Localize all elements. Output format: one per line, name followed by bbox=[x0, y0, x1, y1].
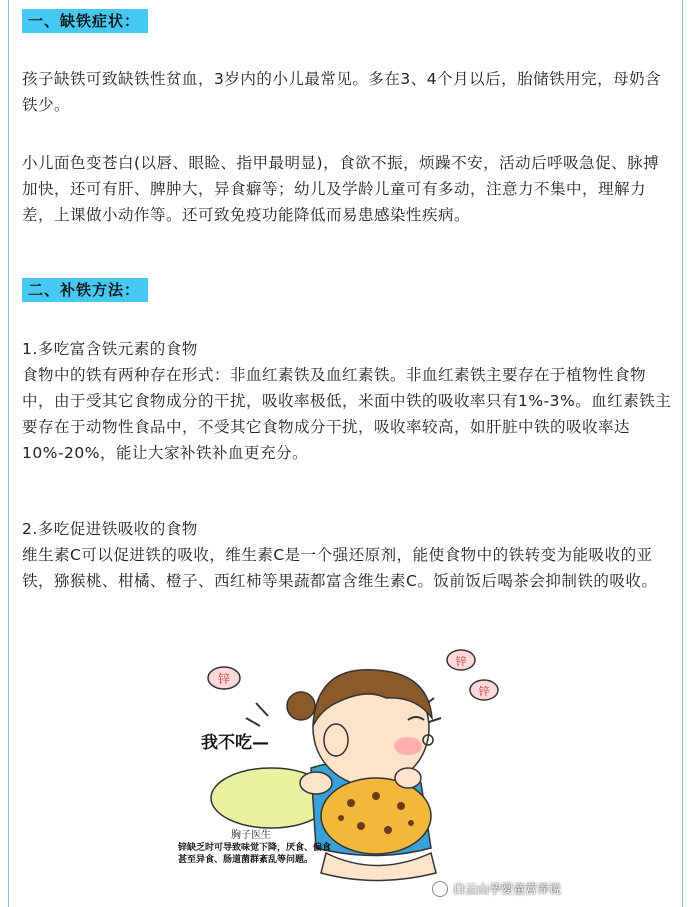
pillow-label: 胸子医生 bbox=[231, 830, 271, 841]
section-1-paragraph-1: 孩子缺铁可致缺铁性贫血，3岁内的小儿最常见。多在3、4个月以后，胎储铁用完，母奶含铁少。 bbox=[22, 70, 662, 114]
item-2-title: 2.多吃促进铁吸收的食物 bbox=[22, 520, 198, 538]
zinc-bubble bbox=[470, 680, 498, 700]
item-1-title: 1.多吃富含铁元素的食物 bbox=[22, 340, 198, 358]
section-2-heading: 二、补铁方法： bbox=[22, 278, 148, 302]
cartoon-illustration bbox=[176, 648, 556, 890]
wechat-icon bbox=[432, 881, 448, 897]
illustration-caption: 锌缺乏时可导致味觉下降，厌食、偏食甚至异食、肠道菌群紊乱等问题。 bbox=[178, 843, 332, 865]
section-1-heading: 一、缺铁症状： bbox=[22, 9, 148, 33]
bubble-text: 锌 bbox=[455, 655, 467, 668]
section-1-paragraph-2: 小儿面色变苍白(以唇、眼睑、指甲最明显)，食欲不振，烦躁不安，活动后呼吸急促、脉搏加快，还可有肝、脾肿大，异食癖等；幼儿及学龄儿童可有多动，注意力不集中，理解力差，上课做小动作等。还可致免疫功能降低而易患感染性疾病。 bbox=[22, 154, 660, 224]
bubble-text: 锌 bbox=[217, 672, 231, 686]
item-2-body: 维生素C可以促进铁的吸收，维生素C是一个强还原剂，能使食物中的铁转变为能吸收的亚铁，猕猴桃、柑橘、橙子、西红柿等果蔬都富含维生素C。饭前饭后喝茶会抑制铁的吸收。 bbox=[22, 546, 658, 590]
zinc-bubble bbox=[447, 650, 475, 670]
speech-text: 我不吃— bbox=[201, 733, 269, 753]
bubble-text: 锌 bbox=[478, 685, 490, 698]
item-1-body: 食物中的铁有两种存在形式：非血红素铁及血红素铁。非血红素铁主要存在于植物性食物中，由于受其它食物成分的干扰，吸收率极低，米面中铁的吸收率只有1%-3%。血红素铁主要存在于动物性食品中，不受其它食物成分干扰，吸收率较高，如肝脏中铁的吸收率达10%-20%，能让大家补铁补血更充分。 bbox=[22, 366, 672, 462]
boy-refusing-food-image bbox=[176, 648, 556, 890]
watermark bbox=[432, 880, 561, 897]
watermark-text: 白云山孕婴童营养说 bbox=[453, 882, 562, 896]
zinc-bubble bbox=[208, 667, 240, 689]
